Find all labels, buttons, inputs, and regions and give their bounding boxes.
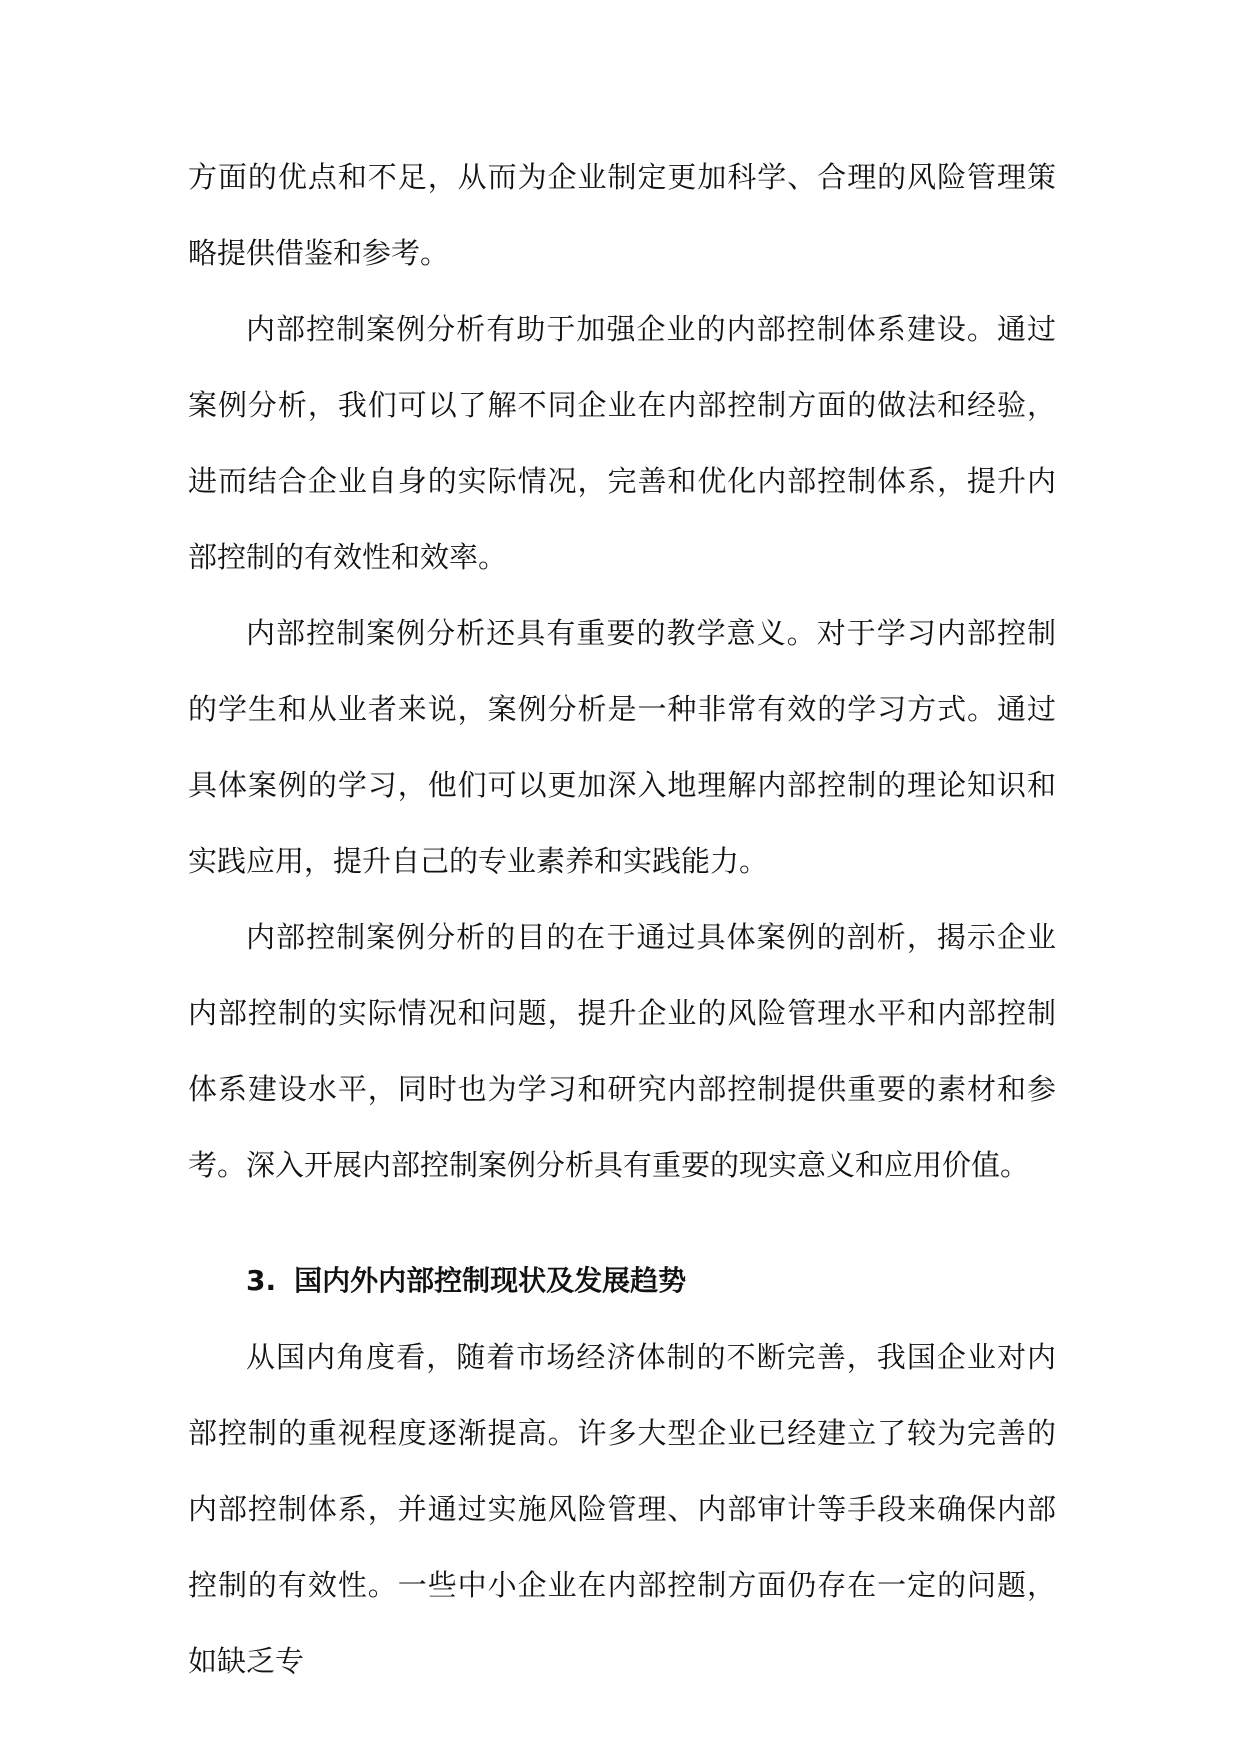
paragraph-internal-control-system: 内部控制案例分析有助于加强企业的内部控制体系建设。通过案例分析，我们可以了解不同企业在内部控制方面的做法和经验，进而结合企业自身的实际情况，完善和优化内部控制体系，提升内部控制的有效性和效率。 bbox=[188, 312, 1056, 574]
section-number: 3. bbox=[246, 1264, 277, 1297]
document-body bbox=[188, 139, 1056, 1699]
paragraph-continuation: 方面的优点和不足，从而为企业制定更加科学、合理的风险管理策略提供借鉴和参考。 bbox=[188, 160, 1056, 270]
paragraph-purpose: 内部控制案例分析的目的在于通过具体案例的剖析，揭示企业内部控制的实际情况和问题，提升企业的风险管理水平和内部控制体系建设水平，同时也为学习和研究内部控制提供重要的素材和参考。深入开展内部控制案例分析具有重要的现实意义和应用价值。 bbox=[188, 920, 1056, 1182]
section-heading bbox=[188, 1243, 1056, 1319]
section-title: 国内外内部控制现状及发展趋势 bbox=[294, 1264, 687, 1297]
paragraph-teaching-significance: 内部控制案例分析还具有重要的教学意义。对于学习内部控制的学生和从业者来说，案例分析是一种非常有效的学习方式。通过具体案例的学习，他们可以更加深入地理解内部控制的理论知识和实践应用，提升自己的专业素养和实践能力。 bbox=[188, 616, 1056, 878]
paragraph-domestic-status: 从国内角度看，随着市场经济体制的不断完善，我国企业对内部控制的重视程度逐渐提高。许多大型企业已经建立了较为完善的内部控制体系，并通过实施风险管理、内部审计等手段来确保内部控制的有效性。一些中小企业在内部控制方面仍存在一定的问题，如缺乏专 bbox=[188, 1340, 1056, 1678]
